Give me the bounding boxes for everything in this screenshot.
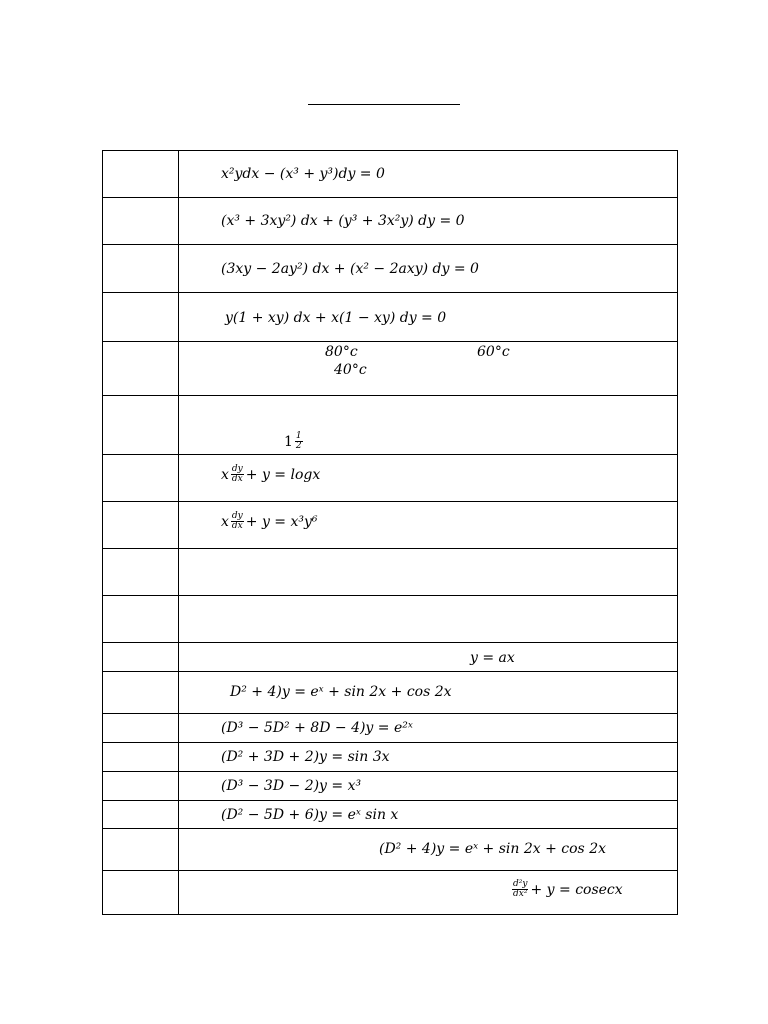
number-cell <box>103 293 179 341</box>
equation: (D³ − 5D² + 8D − 4)y = e²ˣ <box>221 720 413 736</box>
number-cell <box>103 502 179 548</box>
table-row <box>102 396 678 455</box>
number-cell <box>103 198 179 244</box>
table-row <box>102 643 678 672</box>
table-row <box>102 245 678 293</box>
number-cell <box>103 714 179 742</box>
equation: y = ax <box>470 650 515 666</box>
number-cell <box>103 672 179 713</box>
equation: (D² + 3D + 2)y = sin 3x <box>221 749 390 765</box>
second-derivative-fraction: $\frac{\text{d²y}}{\text{dx²}}$ <box>513 879 528 900</box>
table-row <box>102 743 678 772</box>
title-underline <box>308 104 460 105</box>
number-cell <box>103 245 179 292</box>
number-cell <box>103 396 179 454</box>
table-row <box>102 714 678 743</box>
number-cell <box>103 743 179 771</box>
equation: y(1 + xy) dx + x(1 − xy) dy = 0 <box>225 310 447 326</box>
number-cell <box>103 455 179 501</box>
number-cell <box>103 643 179 671</box>
table-row <box>102 596 678 643</box>
temperature-value: 80°c <box>325 344 358 360</box>
equation: (D³ − 3D − 2)y = x³ <box>221 778 362 794</box>
equation: x $\frac{dy}{dx}$ + y = logx <box>221 464 321 485</box>
questions-table <box>102 150 678 915</box>
equation: (D² + 4)y = eˣ + sin 2x + cos 2x <box>379 841 606 857</box>
number-cell <box>103 549 179 595</box>
equation: (3xy − 2ay²) dx + (x² − 2axy) dy = 0 <box>221 261 479 277</box>
number-cell <box>103 772 179 800</box>
table-row <box>102 455 678 502</box>
equation: x²ydx − (x³ + y³)dy = 0 <box>221 166 385 182</box>
table-row <box>102 871 678 915</box>
equation: (D² − 5D + 6)y = eˣ sin x <box>221 807 399 823</box>
table-row <box>102 549 678 596</box>
fraction: $\frac{1}{2}$ <box>295 431 302 452</box>
equation: (x³ + 3xy²) dx + (y³ + 3x²y) dy = 0 <box>221 213 465 229</box>
table-row <box>102 801 678 829</box>
mixed-number <box>284 432 305 452</box>
equation: x $\frac{dy}{dx}$ + y = x³y⁶ <box>221 511 318 532</box>
number-cell <box>103 151 179 197</box>
equation: $\frac{\text{d²y}}{\text{dx²}}$ + y = cosecx <box>513 879 623 900</box>
derivative-fraction: $\frac{dy}{dx}$ <box>231 511 243 532</box>
whole-part: 1 <box>284 433 293 450</box>
equation: D² + 4)y = eˣ + sin 2x + cos 2x <box>230 684 452 700</box>
number-cell <box>103 596 179 642</box>
table-row <box>102 342 678 396</box>
table-row <box>102 198 678 245</box>
table-row <box>102 151 678 198</box>
table-row <box>102 829 678 871</box>
temperature-value: 60°c <box>477 344 510 360</box>
temperature-value: 40°c <box>334 362 367 378</box>
number-cell <box>103 829 179 870</box>
number-cell <box>103 801 179 828</box>
number-cell <box>103 342 179 395</box>
table-row <box>102 772 678 801</box>
derivative-fraction: $\frac{dy}{dx}$ <box>231 464 243 485</box>
table-row <box>102 293 678 342</box>
number-cell <box>103 871 179 914</box>
table-row <box>102 672 678 714</box>
table-row <box>102 502 678 549</box>
